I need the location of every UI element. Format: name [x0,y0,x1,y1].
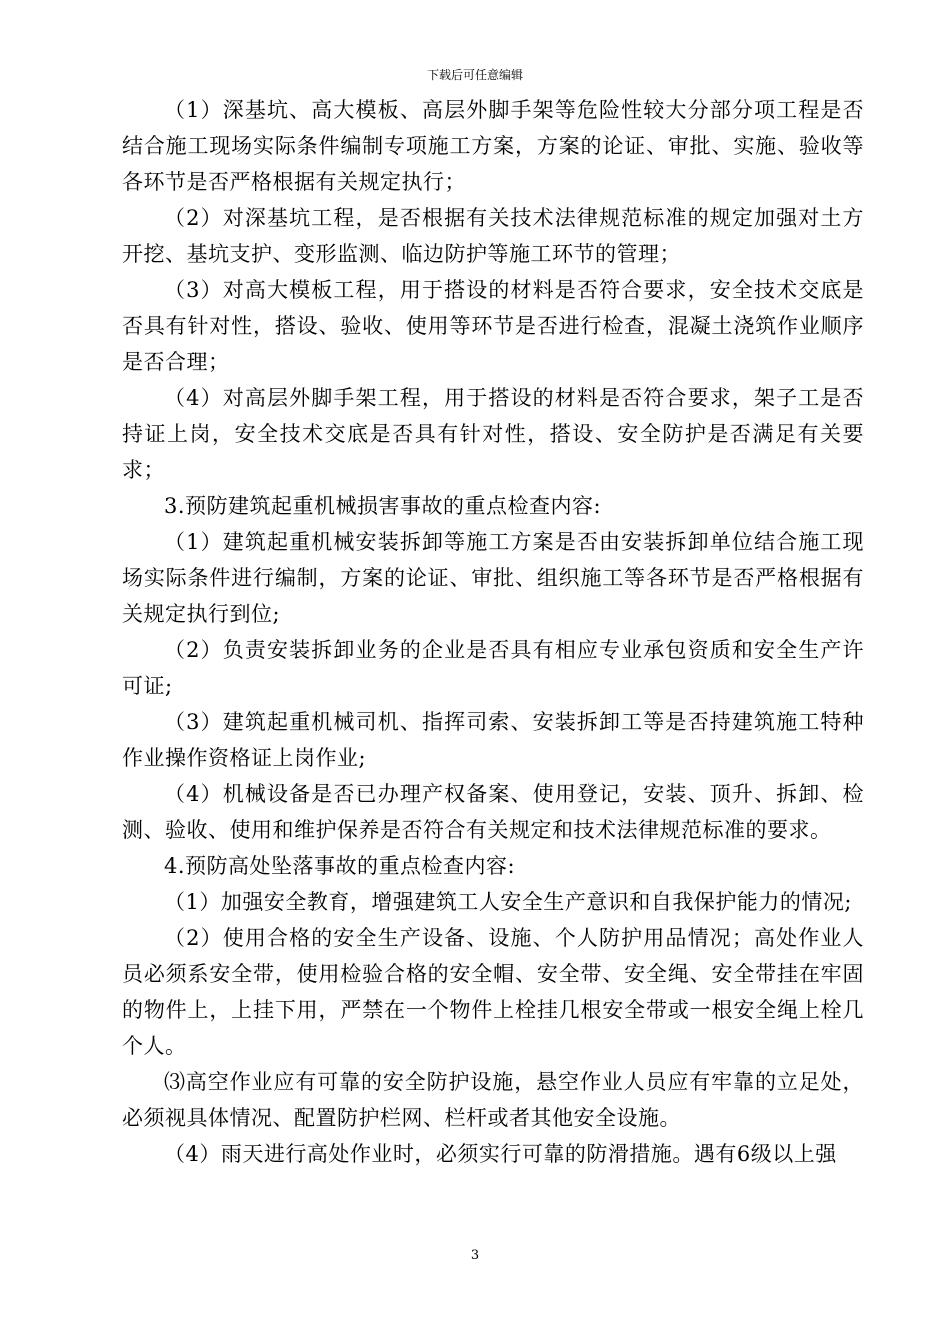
paragraph: （1）加强安全教育，增强建筑工人安全生产意识和自我保护能力的情况; [164,890,852,914]
paragraph: （4）机械设备是否已办理产权备案、使用登记，安装、顶升、拆卸、检测、验收、使用和维护保养是否符合有关规定和技术法律规范标准的要求。 [122,782,864,842]
body-text [122,92,864,1172]
section-heading: 3.预防建筑起重机械损害事故的重点检查内容: [164,494,602,518]
paragraph: （3）对高大模板工程，用于搭设的材料是否符合要求，安全技术交底是否具有针对性，搭设、验收、使用等环节是否进行检查，混凝土浇筑作业顺序是否合理； [122,278,864,374]
paragraph: （1）建筑起重机械安装拆卸等施工方案是否由安装拆卸单位结合施工现场实际条件进行编制，方案的论证、审批、组织施工等各环节是否严格根据有关规定执行到位; [122,530,864,626]
paragraph: ⑶高空作业应有可靠的安全防护设施，悬空作业人员应有牢靠的立足处，必须视具体情况、配置防护栏网、栏杆或者其他安全设施。 [122,1070,864,1130]
paragraph: （3）建筑起重机械司机、指挥司索、安装拆卸工等是否持建筑施工特种作业操作资格证上岗作业; [122,710,864,770]
page-number: 3 [470,1248,480,1263]
paragraph: （4）对高层外脚手架工程，用于搭设的材料是否符合要求，架子工是否持证上岗，安全技术交底是否具有针对性，搭设、安全防护是否满足有关要求； [122,386,864,482]
paragraph: （1）深基坑、高大模板、高层外脚手架等危险性较大分部分项工程是否结合施工现场实际条件编制专项施工方案，方案的论证、审批、实施、验收等各环节是否严格根据有关规定执行； [122,98,864,194]
paragraph: （2）使用合格的安全生产设备、设施、个人防护用品情况；高处作业人员必须系安全带，使用检验合格的安全帽、安全带、安全绳、安全带挂在牢固的物件上，上挂下用，严禁在一个物件上栓挂几根安全带或一根安全绳上栓几个人。 [122,926,864,1058]
section-heading: 4.预防高处坠落事故的重点检查内容: [164,854,516,878]
paragraph: （2）对深基坑工程，是否根据有关技术法律规范标准的规定加强对土方开挖、基坑支护、变形监测、临边防护等施工环节的管理； [122,206,864,266]
paragraph: （4）雨天进行高处作业时，必须实行可靠的防滑措施。遇有6级以上强 [164,1142,837,1166]
header-note: 下载后可任意编辑 [426,68,523,82]
paragraph: （2）负责安装拆卸业务的企业是否具有相应专业承包资质和安全生产许可证; [122,638,864,698]
